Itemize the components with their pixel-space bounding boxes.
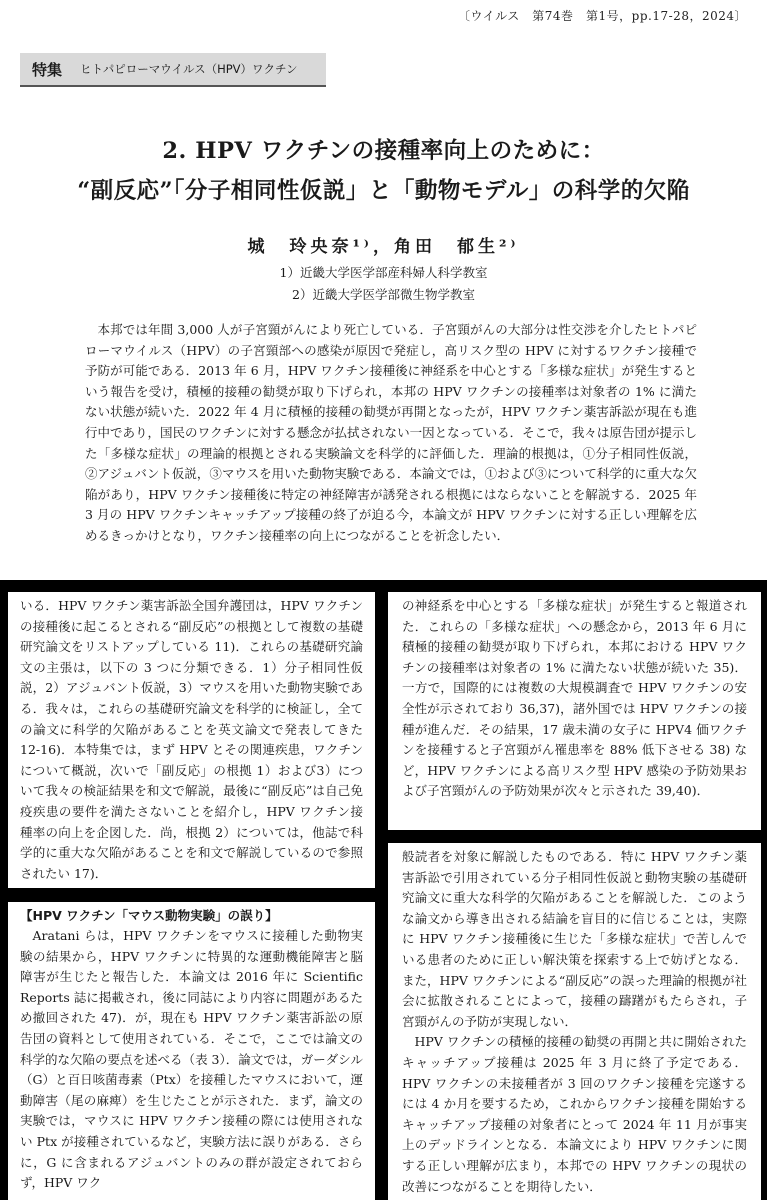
body-text-right-top: の神経系を中心とする「多様な症状」が発生すると報道された．これらの「多様な症状」への懸念から，2013 年 6 月に積極的接種の勧奨が取り下げられ，本邦における HPV ワクチンの接種率は対象者の 1% に満たない状態が続いた 35)．一方で，国際的には複数の大規模調査で HPV ワクチンの安全性が示されており 36,37)，諸外国では HPV ワクチンの接種が進んだ．その結果，17 歳未満の女子に HPV4 価ワクチンを接種すると子宮頸がん罹患率を 88% 低下させる 38) など，HPV ワクチンによる高リスク型 HPV 感染の予防効果および子宮頸がんの予防効果が次々と示された 39,40)．	[402, 598, 747, 799]
body-text-left-top: いる．HPV ワクチン薬害訴訟全国弁護団は，HPV ワクチンの接種後に起こるとされる“副反応”の根拠として複数の基礎研究論文をリストアップしている 11)．これらの基礎研究論文の主張は，以下の 3 つに分類できる．1）分子相同性仮説，2）アジュバント仮説，3）マウスを用いた動物実験である．我々は，これらの基礎研究論文を科学的に検証し，全ての論文に科学的欠陥があることを英文論文で発表してきた 12-16)．本特集では，まず HPV とその関連疾患，ワクチンについて概説，次いで「副反応」の根拠 1）および3）について我々の検証結果を和文で解説，最後に“副反応”は自己免疫疾患の要件を満たさないことを紹介し，HPV ワクチン接種率の向上を企図した．尚，根拠 2）については，他誌で科学的に重大な欠陥があることを和文で解説しているので参照されたい 17)．	[20, 598, 363, 881]
feature-title: ヒトパピローマウイルス（HPV）ワクチン	[80, 62, 298, 76]
body-text-right-bottom-2: HPV ワクチンの積極的接種の勧奨の再開と共に開始されたキャッチアップ接種は 2025 年 3 月に終了予定である．HPV ワクチンの未接種者が 3 回のワクチン接種を完遂するには 4 か月を要するため，これからワクチン接種を開始するキャッチアップ接種の対象者にとって 2024 年 11 月が事実上のデッドラインとなる．本論文により HPV ワクチンに関する正しい理解が広まり，本邦での HPV ワクチンの現状の改善につながることを期待したい．	[402, 1034, 747, 1194]
journal-citation: 〔ウイルス 第74巻 第1号，pp.17-28，2024〕	[458, 9, 747, 23]
feature-label: 特集	[32, 60, 63, 79]
body-panel-right-top	[388, 592, 761, 830]
authors: 城 玲央奈¹⁾，角田 郁生²⁾	[247, 237, 520, 257]
affiliation-2: 2）近畿大学医学部微生物学教室	[292, 287, 475, 302]
abstract: 本邦では年間 3,000 人が子宮頸がんにより死亡している．子宮頸がんの大部分は性交渉を介したヒトパピローマウイルス（HPV）の子宮頸部への感染が原因で発症し，高リスク型の HPV に対するワクチン接種で予防が可能である．2013 年 6 月，HPV ワクチン接種後に神経系を中心とする「多様な症状」が発生するという報告を受け，積極的接種の勧奨が取り下げられ，本邦の HPV ワクチンの接種率は対象者の 1% に満たない状態が続いた．2022 年 4 月に積極的接種の勧奨が再開となったが，HPV ワクチン薬害訴訟が現在も進行中であり，国民のワクチンに対する懸念が払拭されない一因となっている．そこで，我々は原告団が提示した「多様な症状」の理論的根拠とされる実験論文を科学的に評価した．理論的根拠は，①分子相同性仮説，②アジュバント仮説，③マウスを用いた動物実験である．本論文では，①および③について科学的に重大な欠陥があり，HPV ワクチン接種後に特定の神経障害が誘発される根拠にはならないことを解説する．2025 年 3 月の HPV ワクチンキャッチアップ接種の終了が迫る今，本論文が HPV ワクチンに対する正しい理解を広めるきっかけとなり，ワクチン接種率の向上につながることを祈念したい．	[85, 322, 697, 543]
section-heading: 【HPV ワクチン「マウス動物実験」の誤り】	[20, 908, 278, 923]
article-title-line2: “副反応”「分子相同性仮説」と「動物モデル」の科学的欠陥	[77, 178, 690, 204]
feature-banner	[20, 53, 326, 87]
affiliation-1: 1）近畿大学医学部産科婦人科学教室	[279, 265, 488, 280]
body-panel-right-bottom	[388, 843, 761, 1200]
article-title-line1: 2. HPV ワクチンの接種率向上のために：	[162, 138, 605, 164]
body-text-right-bottom-1: 般読者を対象に解説したものである．特に HPV ワクチン薬害訴訟で引用されている分子相同性仮説と動物実験の基礎研究論文に重大な科学的欠陥があることを解説した．このような論文から導き出される結論を盲目的に信じることは，実際に HPV ワクチン接種後に生じた「多様な症状」で苦しんでいる患者のために正しい解決策を探索する上で妨げとなる．また，HPV ワクチンによる“副反応”の誤った理論的根拠が社会に拡散されることによって，接種の躊躇がもたらされ，子宮頸がんの予防が実現しない．	[402, 849, 747, 1029]
body-panel-left-top	[8, 592, 375, 888]
body-text-left-bottom: Aratani らは，HPV ワクチンをマウスに接種した動物実験の結果から，HPV ワクチンに特異的な運動機能障害と脳障害が生じたと報告した．本論文は 2016 年に Scientific Reports 誌に掲載され，後に同誌により内容に問題があるため撤回された 47)．が，現在も HPV ワクチン薬害訴訟の原告団の資料として使用されている．そこで，ここでは論文の科学的な欠陥の要点を述べる（表 3）．論文では，ガーダシル（G）と百日咳菌毒素（Ptx）を接種したマウスにおいて，運動障害（尾の麻痺）を生じたことが示された．まず，論文の実験では，マウスに HPV ワクチン接種の際には使用されない Ptx が接種されているなど，実験方法に誤りがある．さらに，G に含まれるアジュバントのみの群が設定されておらず，HPV ワク	[20, 928, 363, 1191]
body-panel-left-bottom	[8, 902, 375, 1200]
page-header-section	[0, 0, 767, 580]
